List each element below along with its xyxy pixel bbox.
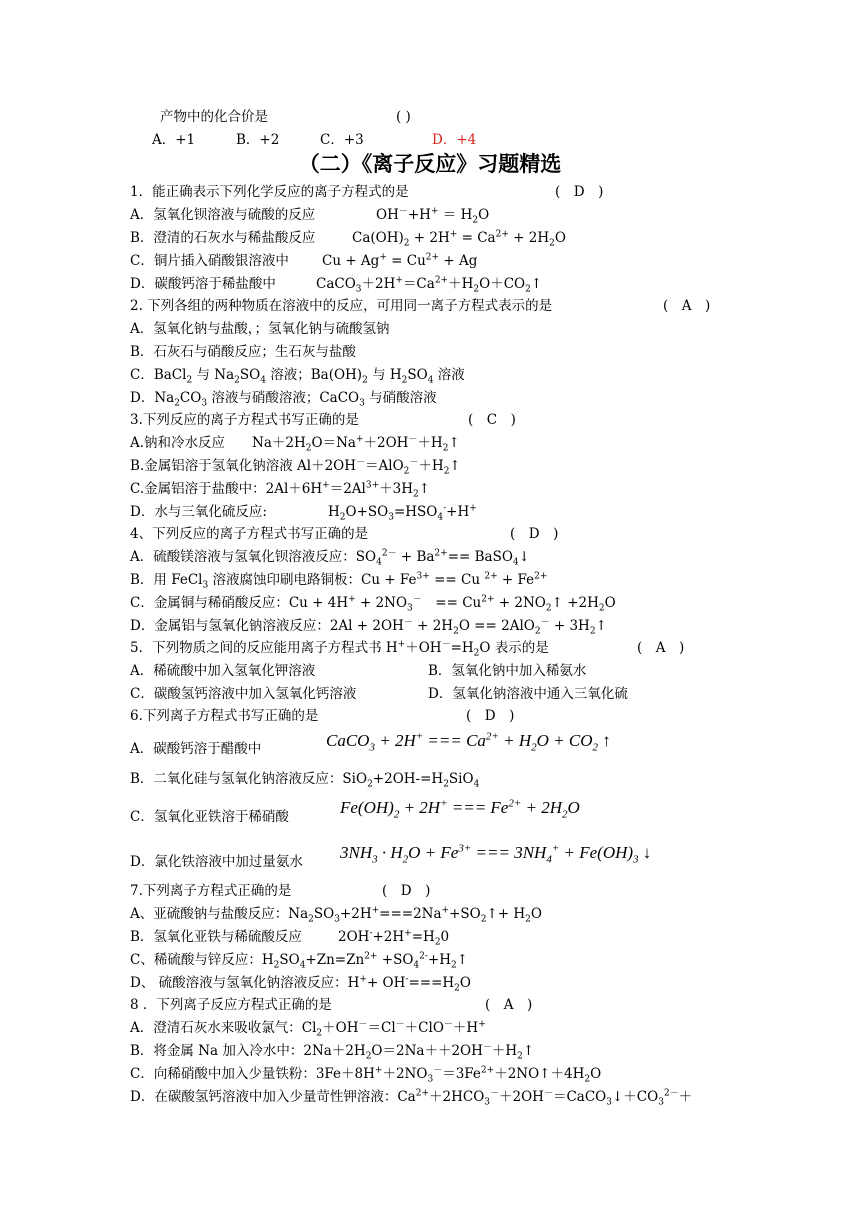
q7-option-c: C、稀硫酸与锌反应：$H_2SO_4+Zn=Zn^{2+}$ $+SO_4^{2-}+H_2↑$ — [130, 951, 469, 971]
prev-question-choices: A．+1 B．+2 C．+3 D．+4 — [152, 132, 477, 148]
q6-equation-c: $Fe(OH)_2 + 2H^+$ === $Fe^{2+} + 2H_2O$ — [340, 797, 580, 821]
q3-option-a: A.钠和冷水反应 $Na+2H_2O=Na^++2OH^-+H_2↑$ — [130, 434, 460, 454]
q8-stem: 8 ．下列离子反应方程式正确的是 ( A ) — [130, 997, 533, 1013]
q3-option-b: B.金属铝溶于氢氧化钠溶液 $Al+2OH^-=AlO_2^-+H_2↑$ — [130, 457, 461, 477]
q2-option-b: B．石灰石与硝酸反应；生石灰与盐酸 — [130, 344, 356, 360]
q3-option-d: D．水与三氧化硫反应: $H_2O+SO_3=HSO_4^-+H^+$ — [130, 503, 477, 523]
q4-stem: 4、下列反应的离子方程式书写正确的是 ( D ) — [130, 526, 559, 542]
q6-equation-d: $3NH_3 \cdot H_2O + Fe^{3+}$ === $3NH_4^+ + Fe(OH)_3$ ↓ — [340, 842, 652, 866]
q4-option-b: B．用 FeCl$_3$ 溶液腐蚀印刷电路铜板：$Cu + Fe^{3+} == Cu$ $^{2+} + Fe^{2+}$ — [130, 571, 548, 591]
q7-option-a: A、亚硫酸钠与盐酸反应：$Na_2SO_3+2H^+===2Na^++SO_2↑+ H_2O$ — [130, 905, 542, 925]
q7-option-b: B．氢氧化亚铁与稀硫酸反应 $2OH^-+2H^+=H_20$ — [130, 928, 450, 948]
q2-stem: 2. 下列各组的两种物质在溶液中的反应，可用同一离子方程式表示的是 ( A ) — [130, 298, 711, 314]
q4-option-a: A．硫酸镁溶液与氢氧化钡溶液反应：$SO_4^{2-} + Ba^{2+}==$ BaSO$_4$↓ — [130, 548, 530, 568]
q1-option-d: D．碳酸钙溶于稀盐酸中 $CaCO_3+2H^+=Ca^{2+}+H_2O+CO_2↑$ — [130, 275, 543, 295]
q8-option-c: C．向稀硝酸中加入少量铁粉：$3Fe+8H^++2NO_3^-=3Fe^{2+}+2NO↑+4H_2O$ — [130, 1065, 602, 1085]
q4-option-c: C．金属铜与稀硝酸反应：$Cu + 4H^+ + 2NO_3^-$ == $Cu^{2+}$ + $2NO_2↑ +2H_2O$ — [130, 594, 616, 614]
q8-option-d: D．在碳酸氢钙溶液中加入少量苛性钾溶液：$Ca^{2+}+2HCO_3^-+2OH^-=CaCO_3↓+CO_3^{2-}+$ — [130, 1088, 693, 1108]
q1-option-c: C．铜片插入硝酸银溶液中 $Cu + Ag^+ = Cu^{2+} + Ag$ — [130, 252, 478, 269]
q1-stem: 1．能正确表示下列化学反应的离子方程式的是 ( D ) — [130, 184, 604, 200]
q2-option-a: A．氢氧化钠与盐酸，；氢氧化钠与硫酸氢钠 — [130, 321, 390, 337]
q2-option-d: D．$Na_2CO_3$ 溶液与硝酸溶液；CaCO$_3$ 与硝酸溶液 — [130, 390, 437, 409]
q5-options-ab: A．稀硫酸中加入氢氧化钾溶液 B．氢氧化钠中加入稀氨水 — [130, 663, 587, 679]
section-title: （二）《离子反应》习题精选 — [298, 152, 562, 176]
q6-option-a: A．碳酸钙溶于醋酸中 — [130, 741, 262, 757]
q8-option-a: A．澄清石灰水来吸收氯气：$Cl_2+OH^-=Cl^-+ClO^-+H^+$ — [130, 1019, 486, 1039]
prev-question-tail: 产物中的化合价是 ( ) — [160, 109, 411, 125]
q3-stem: 3.下列反应的离子方程式书写正确的是 ( C ) — [130, 412, 516, 428]
q4-option-d: D．金属铝与氢氧化钠溶液反应：$2Al + 2OH^- + 2H_2O == 2AlO_2^-$ + $3H_2↑$ — [130, 617, 607, 637]
q1-option-a: A．氢氧化钡溶液与硫酸的反应 $OH^-+H^+ = H_2O$ — [130, 206, 490, 226]
q6-option-c: C．氢氧化亚铁溶于稀硝酸 — [130, 809, 289, 825]
q7-option-d: D、 硫酸溶液与氢氧化钠溶液反应：$H^++ OH^-===H_2O$ — [130, 974, 471, 994]
q6-option-d: D．氯化铁溶液中加过量氨水 — [130, 854, 303, 870]
q5-options-cd: C．碳酸氢钙溶液中加入氢氧化钙溶液 D．氢氧化钠溶液中通入三氧化硫 — [130, 686, 628, 702]
q5-stem: 5．下列物质之间的反应能用离子方程式书 $H^++OH^-=H_2O$ 表示的是 ( A ) — [130, 639, 685, 659]
q6-option-b: B．二氧化硅与氢氧化钠溶液反应：$SiO_2+2OH-=H_2SiO_4$ — [130, 771, 480, 790]
q3-option-c: C.金属铝溶于盐酸中：$2Al+6H^+=2Al^{3+}+3H_2↑$ — [130, 480, 431, 500]
q7-stem: 7.下列离子方程式正确的是 ( D ) — [130, 883, 431, 899]
q6-equation-a: CaCO$_3$ + 2H+ === $Ca^{2+} + H_2O + CO_2$ ↑ — [326, 730, 611, 754]
q8-option-b: B．将金属 Na 加入冷水中：$2Na+2H_2O=2Na++2OH^-+H_2↑$ — [130, 1042, 535, 1062]
q2-option-c: C．BaCl$_2$ 与 $Na_2SO_4$ 溶液；$Ba(OH)_2$ 与 $H_2SO_4$ 溶液 — [130, 367, 465, 386]
q1-option-b: B．澄清的石灰水与稀盐酸反应 $Ca(OH)_2 + 2H^+ = Ca^{2+} + 2H_2O$ — [130, 229, 566, 249]
q6-stem: 6.下列离子方程式书写正确的是 ( D ) — [130, 708, 515, 724]
